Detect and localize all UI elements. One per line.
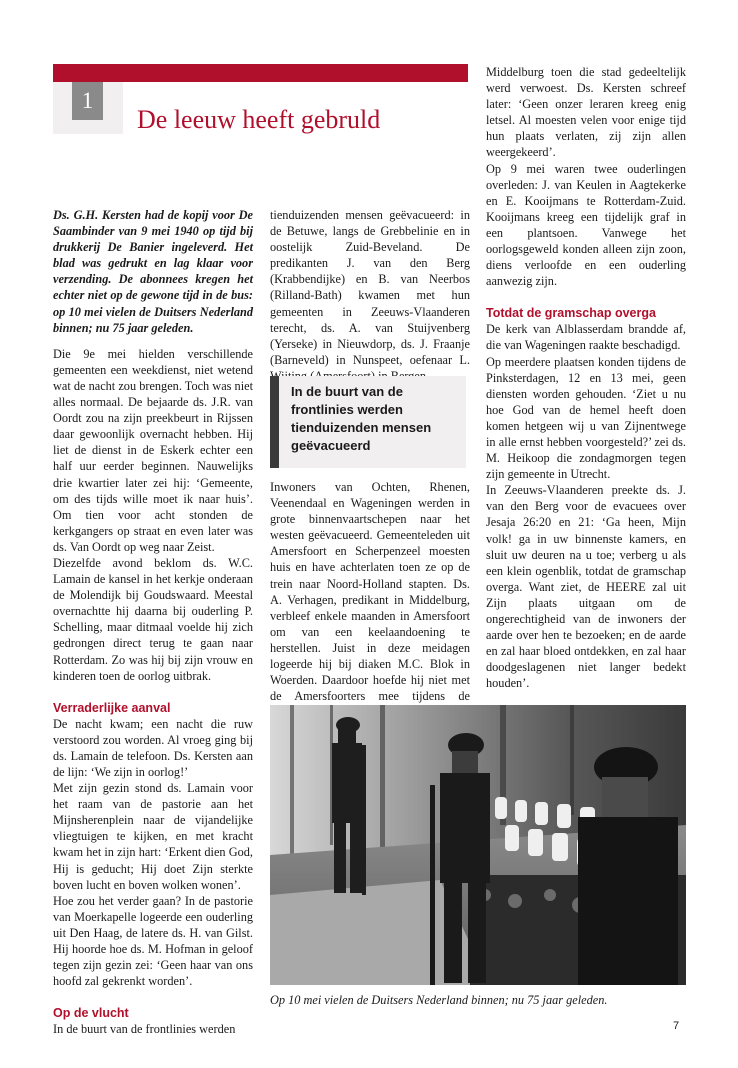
- paragraph: Hoe zou het verder gaan? In de pastorie van Moerkapelle logeerde een ouderling uit Den Haag, de latere ds. H. van Gilst. Hij hoorde hoe ds. M. Hofman in geloof tegen zijn gezin zei: ‘Geen haar van ons hoofd zal gekrenkt worden’.: [53, 893, 253, 989]
- header-red-bar: [53, 64, 468, 82]
- column-2-continued: [270, 479, 470, 720]
- paragraph: In Zeeuws-Vlaanderen preekte ds. J. van den Berg voor de evacuees over Jesaja 26:20 en 21: ‘Ga heen, Mijn volk! ga in uw binnenste kamers, en sluit uw deuren na u toe; verberg u als een klein ogenblik, totdat de gramschap overga. Want ziet, de HEERE zal uit Zijn plaats uitgaan om de ongerechtigheid van de inwoners der aarde over hen te bezoeken; en de aarde en zal haar bloed ontdekken, en zal haar doodgeslagenen niet langer bedekt houden’.: [486, 483, 686, 691]
- page-number: 7: [673, 1020, 680, 1032]
- paragraph: Op meerdere plaatsen konden tijdens de Pinksterdagen, 12 en 13 mei, geen diensten worden gehouden. ‘Ziet u nu hoe God van de hemel heeft doen komen hetgeen wij u van Zijnentwege in alle ernst hebben voorgesteld?’ zei ds. M. Heikoop die zondagmorgen tegen zijn gemeente in Utrecht.: [486, 354, 686, 482]
- paragraph: tienduizenden mensen geëvacueerd: in de Betuwe, langs de Grebbelinie en in oostelijk Zuid-Beveland. De predikanten J. van den Berg (Krabbendijke) en B. van Neerbos (Rilland-Bath) kwamen met hun gemeenten in Zeeuws-Vlaanderen terecht, ds. A. van Stuijvenberg (Yerseke) in Nieuwdorp, ds. J. Fraanje (Barneveld) in Nunspeet, oefenaar L.: [270, 208, 470, 367]
- soldiers-photo: [270, 705, 686, 985]
- paragraph: Die 9e mei hielden verschillende gemeenten een weekdienst, niet wetend wat de nacht zou brengen. Toch was niet alles normaal. De bejaarde ds. J.R. van Oordt zou na zijn preekbeurt in Rijssen daar gewoonlijk overnacht hebben. Hij liet de dienst in de Eskerk echter een half uur eerder beginnen. Nauwelijks drie kwartier later zei hij: ‘Gemeente, om des tijds wille moet ik naar huis’. Om tien voor acht stonden de kerkgangers op straat en even later was ds. Van Oordt op weg naar Zeist.: [53, 346, 253, 554]
- column-1: [53, 207, 253, 1037]
- section-heading: Op de vlucht: [53, 1006, 129, 1021]
- paragraph: Op 9 mei waren twee ouderlingen overleden: J. van Keulen in Aagtekerke en E. Kooijmans te Rotterdam-Zuid. Kooijmans kreeg een tijdelijk graf in een plantsoen. Vanwege het oorlogsgeweld konden alleen zijn zoon, diens verloofde en een ouderling aanwezig zijn.: [486, 161, 686, 289]
- photo-caption: Op 10 mei vielen de Duitsers Nederland binnen; nu 75 jaar geleden.: [270, 993, 608, 1007]
- pull-quote-text: In de buurt van de frontlinies werden tienduizenden mensen geëvacueerd: [291, 384, 432, 453]
- pull-quote-bar: [270, 376, 279, 468]
- article-number: 1: [72, 82, 103, 120]
- section-heading: Totdat de gramschap overga: [486, 306, 656, 321]
- section-heading: Verraderlijke aanval: [53, 700, 171, 715]
- column-3: [486, 64, 686, 756]
- paragraph: Inwoners van Ochten, Rhenen, Veenendaal en Wageningen werden in grote binnenvaartschepen naar het westen geëvacueerd. Gemeenteleden uit Amersfoort en Scherpenzeel moesten huis en have achterlaten toen ze op de trein naar Noord-Holland stapten. Ds. A. Verhagen, predikant in Middelburg, verbleef enkele maanden in Amersfoort om van een keelaandoening te herstellen. Juist in deze meidagen logeerde hij bij diaken M.C. Blok in Woerden. Daardoor hoefde hij niet met de Amersfoorters mee tijdens de: [270, 480, 470, 704]
- column-2: [270, 207, 470, 384]
- paragraph: Middelburg toen die stad gedeeltelijk werd verwoest. Ds. Kersten schreef later: ‘Geen onzer leraren kreeg enig letsel. Al moesten velen voor enige tijd hun plaats verlaten, zij zijn allen weergekeerd’.: [486, 65, 686, 160]
- article-title: De leeuw heeft gebruld: [137, 105, 381, 134]
- paragraph: De kerk van Alblasserdam brandde af, die van Wageningen raakte beschadigd.: [486, 322, 686, 353]
- paragraph: In de buurt van de frontlinies werden: [53, 1022, 236, 1037]
- paragraph: De nacht kwam; een nacht die ruw verstoord zou worden. Al vroeg ging bij ds. Lamain de telefoon. Ds. Kersten aan de lijn: ‘We zijn in oorlog!’: [53, 716, 253, 779]
- intro-paragraph: Ds. G.H. Kersten had de kopij voor De Saambinder van 9 mei 1940 op tijd bij drukkerij De Banier ingeleverd. Het blad was gedrukt en lag klaar voor verzending. De abonnees kregen het echter niet op de gewone tijd in de bus: op 10 mei vielen de Duitsers Nederland binnen; nu 75 jaar geleden.: [53, 208, 253, 335]
- paragraph: Met zijn gezin stond ds. Lamain voor het raam van de pastorie aan het Mijnsherenplein naar de vijandelijke vliegtuigen te kijken, en met kracht kwam het in zijn hart: ‘Erkent dien God, Hij is geducht; Hij doet Zijn sterkte boven lucht en boven wolken wonen’.: [53, 781, 253, 892]
- paragraph: Diezelfde avond beklom ds. W.C. Lamain de kansel in het kerkje onderaan de Molendijk bij Goudswaard. Meestal overnachtte hij daarna bij ouderling P. Schelling, maar ditmaal voelde hij zich gedrongen direct terug te gaan naar Rotterdam. Zo was hij bij zijn vrouw en kinderen toen de oorlog uitbrak.: [53, 555, 253, 683]
- pull-quote: [270, 376, 466, 468]
